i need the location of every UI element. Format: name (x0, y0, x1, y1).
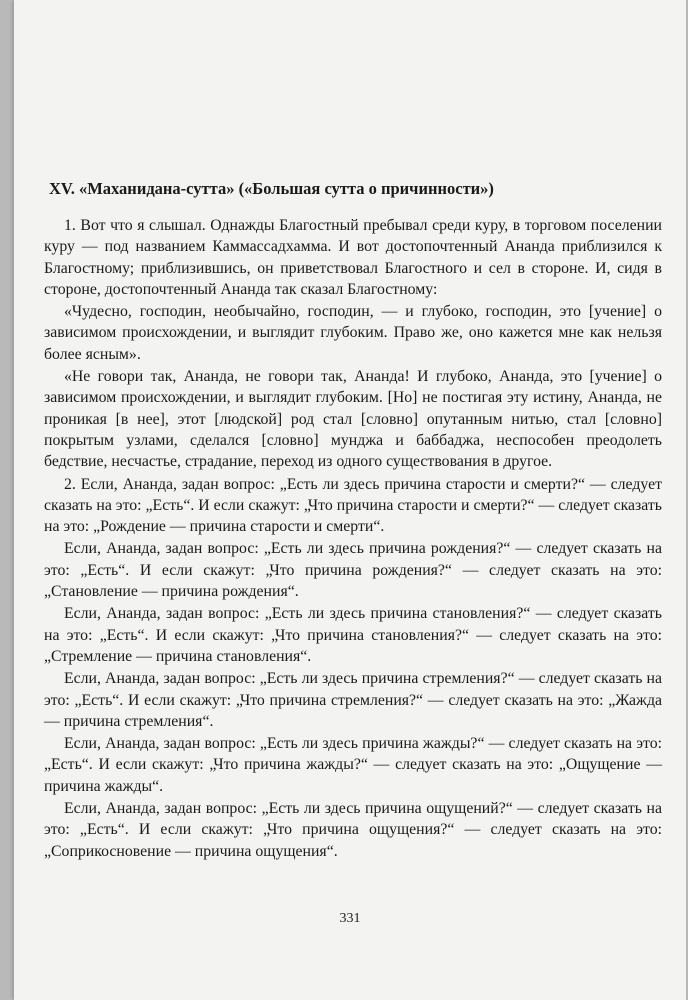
paragraph: Если, Ананда, задан вопрос: „Есть ли здесь причина стремления?“ — следует сказать на это: „Есть“. И если скажут: „Что причина стремления?“ — следует сказать на это: „Жажда — причина стремления“. (44, 670, 662, 730)
paragraph: Если, Ананда, задан вопрос: „Есть ли здесь причина становления?“ — следует сказать на это: „Есть“. И если скажут: „Что причина становления?“ — следует сказать на это: „Стремление — причина становления“. (44, 605, 662, 665)
body-text (44, 215, 662, 862)
paragraph: Если, Ананда, задан вопрос: „Есть ли здесь причина ощущений?“ — следует сказать на это: „Есть“. И если скажут: „Что причина ощущения?“ — следует сказать на это: „Соприкосновение — причина ощущения“. (44, 800, 662, 860)
paragraph: «Чудесно, господин, необычайно, господин, — и глубоко, господин, это [учение] о зависимом происхождении, и выглядит глубоким. Право же, оно кажется мне как нельзя более ясным». (44, 303, 662, 363)
paragraph: «Не говори так, Ананда, не говори так, Ананда! И глубоко, Ананда, это [учение] о зависимом происхождении, и выглядит глубоким. [Но] не постигая эту истину, Ананда, не проникая [в нее], этот [людской] род стал [словно] опутанным нитью, стал [словно] покрытым узлами, сделался [словно] мунджа и баббаджа, неспособен преодолеть бедствие, несчастье, страдание, переход из одного существования в другое. (44, 368, 662, 471)
paragraph: 1. Вот что я слышал. Однажды Благостный пребывал среди куру, в торговом поселении куру — под названием Каммассадхамма. И вот достопочтенный Ананда приблизился к Благостному; приблизившись, он приветствовал Благостного и сел в стороне. И, сидя в стороне, достопочтенный Ананда так сказал Благостному: (44, 217, 662, 298)
page-content (44, 178, 662, 863)
paragraph: 2. Если, Ананда, задан вопрос: „Есть ли здесь причина старости и смерти?“ — следует сказать на это: „Есть“. И если скажут: „Что причина старости и смерти?“ — следует сказать на это: „Рождение — причина старости и смерти“. (44, 475, 662, 536)
paragraph: Если, Ананда, задан вопрос: „Есть ли здесь причина жажды?“ — следует сказать на это: „Есть“. И если скажут: „Что причина жажды?“ — следует сказать на это: „Ощущение — причина жажды“. (44, 735, 662, 795)
section-heading: XV. «Маханидана-сутта» («Большая сутта о причинности») (49, 179, 494, 198)
book-page (14, 0, 686, 1000)
paragraph: Если, Ананда, задан вопрос: „Есть ли здесь причина рождения?“ — следует сказать на это: „Есть“. И если скажут: „Что причина рождения?“ — следует сказать на это: „Становление — причина рождения“. (44, 540, 662, 601)
page-number: 331 (339, 911, 361, 926)
